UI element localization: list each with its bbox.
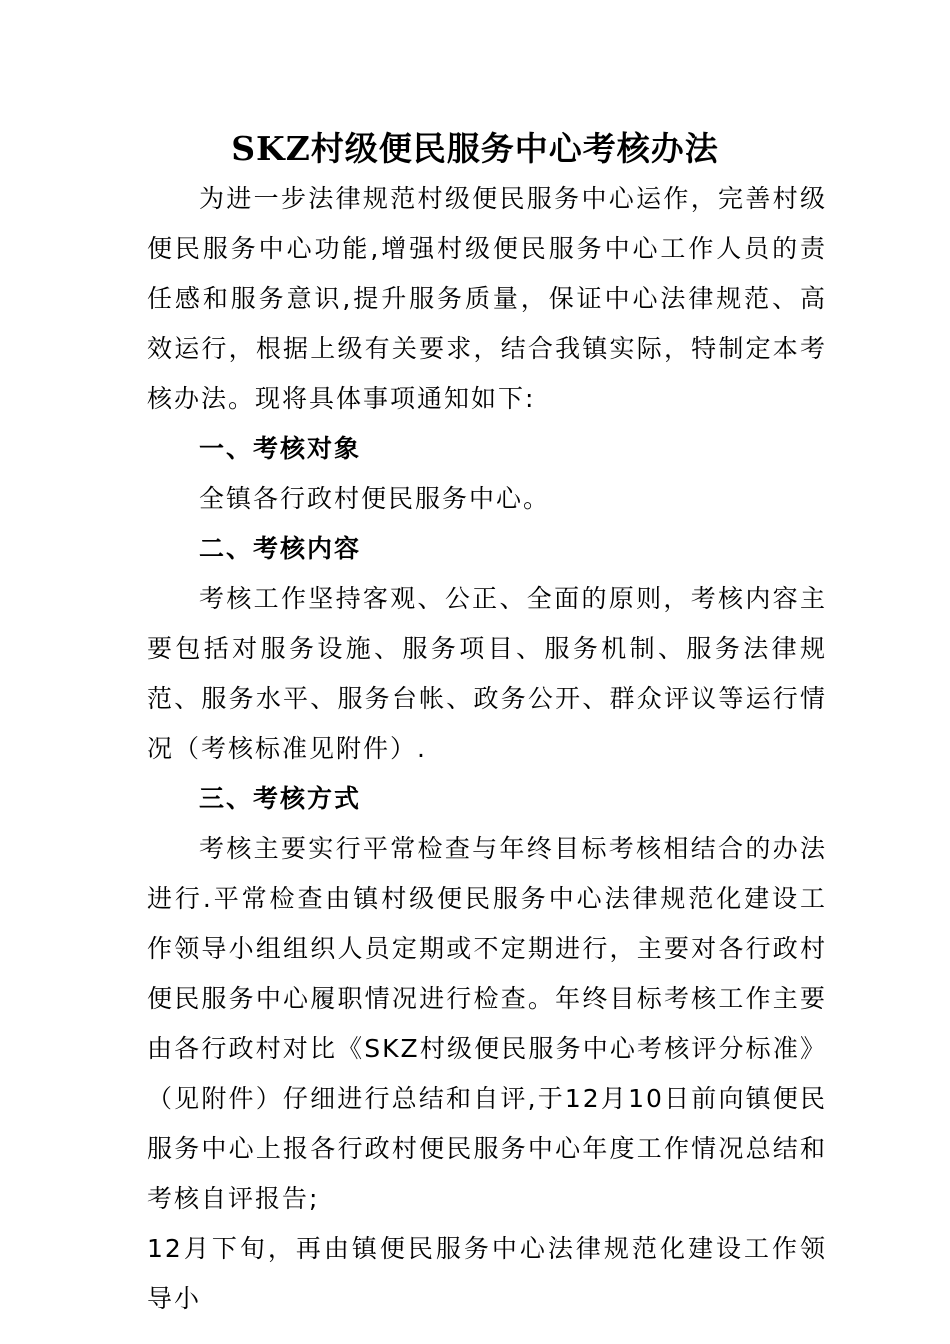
section-heading-content: 二、考核内容 bbox=[199, 534, 362, 563]
section-text-targets: 全镇各行政村便民服务中心。 bbox=[199, 484, 551, 513]
section-text-content: 考核工作坚持客观、公正、全面的原则，考核内容主要包括对服务设施、服务项目、服务机制、服务法律规范、服务水平、服务台帐、政务公开、群众评议等运行情况（考核标准见附件）. bbox=[147, 584, 827, 763]
section-text-method-continuation: 12月下旬，再由镇便民服务中心法律规范化建设工作领导小 bbox=[147, 1234, 827, 1313]
section-heading-method: 三、考核方式 bbox=[199, 784, 362, 813]
document-title: SKZ村级便民服务中心考核办法 bbox=[231, 129, 719, 168]
section-text-method: 考核主要实行平常检查与年终目标考核相结合的办法进行.平常检查由镇村级便民服务中心法律规范化建设工作领导小组组织人员定期或不定期进行，主要对各行政村便民服务中心履职情况进行检查。年终目标考核工作主要由各行政村对比《SKZ村级便民服务中心考核评分标准》（见附件）仔细进行总结和自评,于12月10日前向镇便民服务中心上报各行政村便民服务中心年度工作情况总结和考核自评报告; bbox=[147, 834, 827, 1213]
section-heading-targets: 一、考核对象 bbox=[199, 434, 362, 463]
intro-paragraph: 为进一步法律规范村级便民服务中心运作，完善村级便民服务中心功能,增强村级便民服务中心工作人员的责任感和服务意识,提升服务质量，保证中心法律规范、高效运行，根据上级有关要求，结合我镇实际，特制定本考核办法。现将具体事项通知如下: bbox=[147, 184, 827, 413]
document-body bbox=[147, 174, 827, 1324]
